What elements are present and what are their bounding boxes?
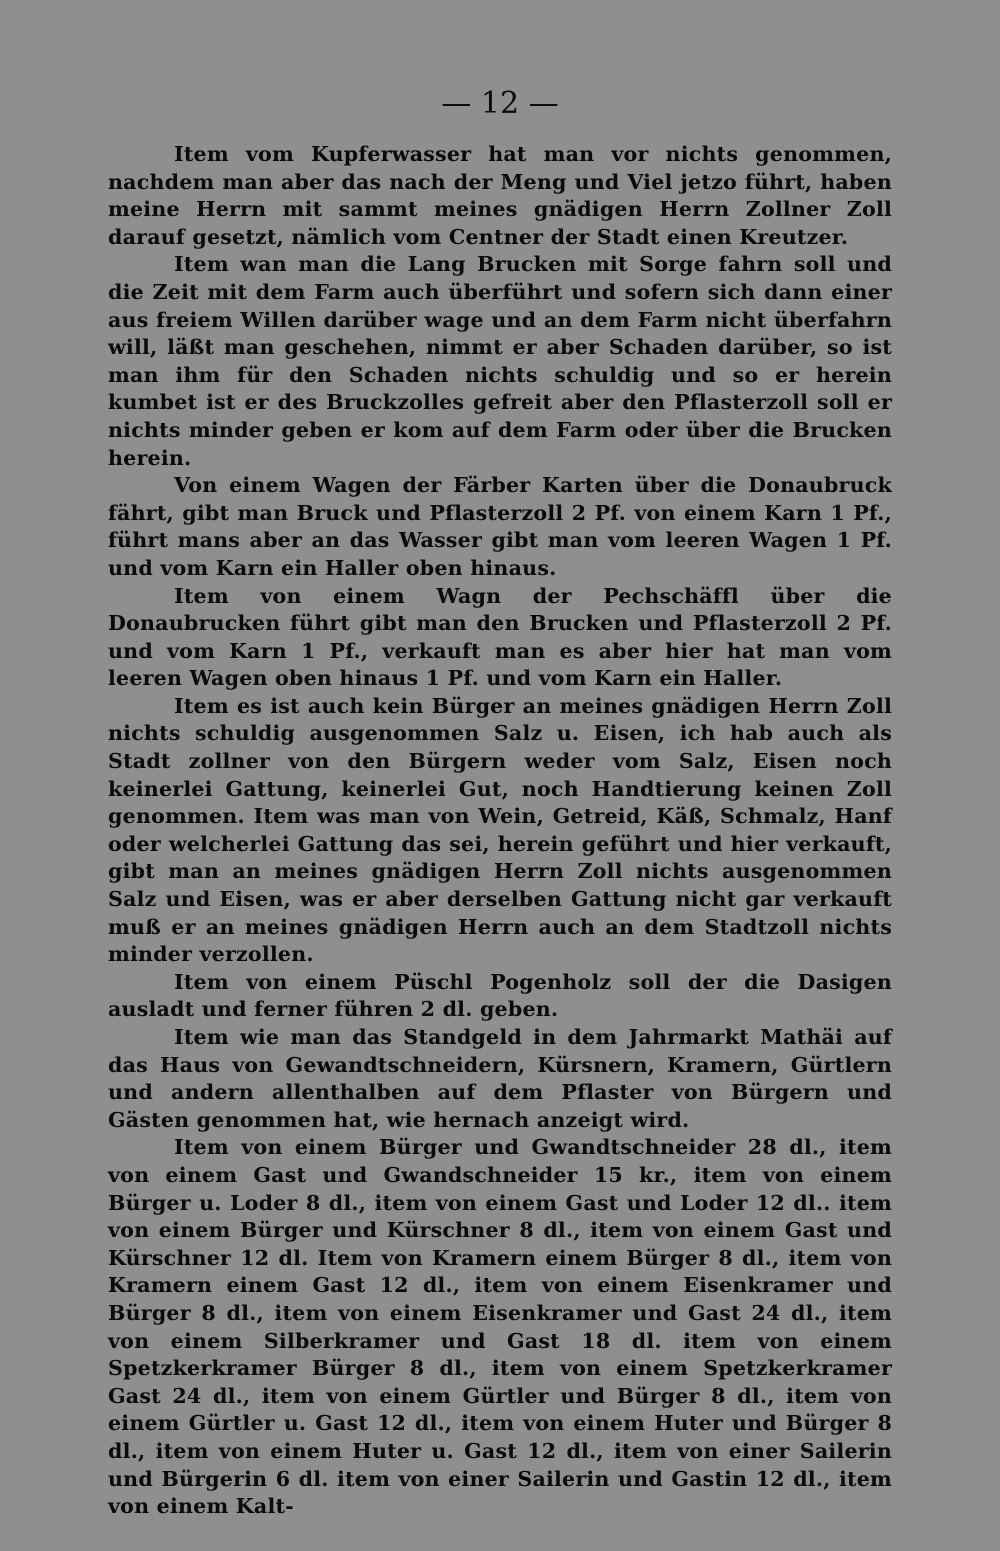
paragraph: Item von einem Wagn der Pechschäffl über die Donaubrucken führt gibt man den Brucken und Pflasterzoll 2 Pf. und vom Karn 1 Pf., verkauft man es aber hier hat man vom leeren Wagen oben hinaus 1 Pf. und vom Karn ein Haller.	[108, 583, 892, 691]
paragraph: Item von einem Bürger und Gwandtschneider 28 dl., item von einem Gast und Gwandschneider 15 kr., item von einem Bürger u. Loder 8 dl., item von einem Gast und Loder 12 dl.. item von einem Bürger und Kürschner 8 dl., item von einem Gast und Kürschner 12 dl. Item von Kramern einem Bürger 8 dl., item von Kramern einem Gast 12 dl., item von einem Eisenkramer und Bürger 8 dl., item von einem Eisenkramer und Gast 24 dl., item von einem Silberkramer und Gast 18 dl. item von einem Spetzkerkramer Bürger 8 dl., item von einem Spetzkerkramer Gast 24 dl., item von einem Gürtler und Bürger 8 dl., item von einem Gürtler u. Gast 12 dl., item von einem Huter und Bürger 8 dl., item von einem Huter u. Gast 12 dl., item von einer Sailerin und Bürgerin 6 dl. item von einer Sailerin und Gastin 12 dl., item von einem Kalt-	[108, 1135, 892, 1519]
body-text	[108, 141, 892, 1521]
page-number: — 12 —	[441, 86, 559, 121]
paragraph: Item wan man die Lang Brucken mit Sorge fahrn soll und die Zeit mit dem Farm auch überführt und sofern sich dann einer aus freiem Willen darüber wage und an dem Farm nicht überfahrn will, läßt man geschehen, nimmt er aber Schaden darüber, so ist man ihm für den Schaden nichts schuldig und so er herein kumbet ist er des Bruckzolles gefreit aber den Pflasterzoll soll er nichts minder geben er kom auf dem Farm oder über die Brucken herein.	[108, 252, 892, 470]
paragraph: Item vom Kupferwasser hat man vor nichts genommen, nachdem man aber das nach der Meng und Viel jetzo führt, haben meine Herrn mit sammt meines gnädigen Herrn Zollner Zoll darauf gesetzt, nämlich vom Centner der Stadt einen Kreutzer.	[108, 142, 892, 249]
paragraph: Item es ist auch kein Bürger an meines gnädigen Herrn Zoll nichts schuldig ausgenommen Salz u. Eisen, ich hab auch als Stadt zollner von den Bürgern weder vom Salz, Eisen noch keinerlei Gattung, keinerlei Gut, noch Handtierung keinen Zoll genommen. Item was man von Wein, Getreid, Käß, Schmalz, Hanf oder welcherlei Gattung das sei, herein geführt und hier verkauft, gibt man an meines gnädigen Herrn Zoll nichts ausgenommen Salz und Eisen, was er aber derselben Gattung nicht gar verkauft muß er an meines gnädigen Herrn auch an dem Stadtzoll nichts minder verzollen.	[108, 693, 892, 967]
paragraph: Von einem Wagen der Färber Karten über die Donaubruck fährt, gibt man Bruck und Pflasterzoll 2 Pf. von einem Karn 1 Pf., führt mans aber an das Wasser gibt man vom leeren Wagen 1 Pf. und vom Karn ein Haller oben hinaus.	[108, 473, 892, 580]
paragraph: Item von einem Püschl Pogenholz soll der die Dasigen ausladt und ferner führen 2 dl. geben.	[108, 969, 892, 1022]
paragraph: Item wie man das Standgeld in dem Jahrmarkt Mathäi auf das Haus von Gewandtschneidern, Kürsnern, Kramern, Gürtlern und andern allenthalben auf dem Pflaster von Bürgern und Gästen genommen hat, wie hernach anzeigt wird.	[108, 1025, 892, 1132]
